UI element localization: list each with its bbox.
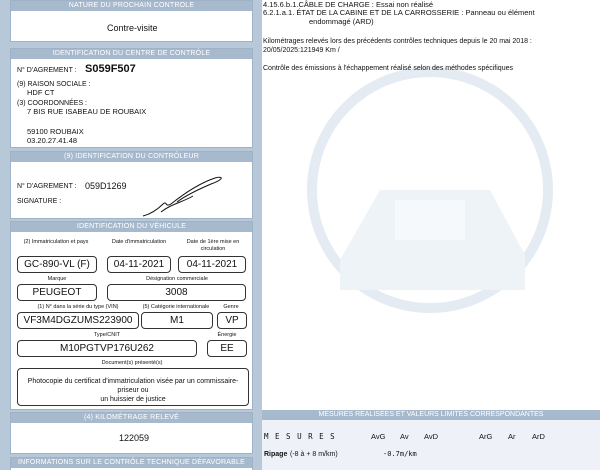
centre-phone: 03.20.27.41.48 <box>27 136 78 145</box>
immat-label: (2) Immatriculation et pays <box>23 239 89 245</box>
km-history-line-2: 20/05/2025:121949 Km / <box>263 47 340 54</box>
marque-value-box: PEUGEOT <box>17 284 97 301</box>
col-av: Av <box>400 432 409 441</box>
centre-address1: 7 BIS RUE ISABEAU DE ROUBAIX <box>27 107 147 116</box>
centre-coord-label: (3) COORDONNÉES : <box>17 100 88 107</box>
defect-line-3: endommagé (ARD) <box>309 17 374 26</box>
centre-agrement-label: N° D'AGREMENT : <box>17 67 77 74</box>
infos-title: INFORMATIONS SUR LE CONTRÔLE TECHNIQUE DÉFAVORABLE <box>11 458 252 468</box>
ripage-value: -0.7m/km <box>383 450 417 458</box>
date-immat-value-box: 04-11-2021 <box>107 256 171 273</box>
documents-value-line2: un huissier de justice <box>100 396 166 403</box>
type-label: Type/CNIT <box>93 332 121 338</box>
controleur-agrement-label: N° D'AGREMENT : <box>17 183 77 190</box>
designation-label: Désignation commerciale <box>146 276 208 282</box>
energie-value-box: EE <box>207 340 247 357</box>
genre-label: Genre <box>223 304 239 310</box>
mesures-background <box>262 420 600 470</box>
centre-panel <box>10 48 253 148</box>
vehicule-title: IDENTIFICATION DU VÉHICULE <box>11 222 252 232</box>
designation-value-box: 3008 <box>107 284 246 301</box>
col-ar: Ar <box>508 432 516 441</box>
documents-value-line1: Photocopie du certificat d'immatriculation visée par un commissaire-priseur ou <box>27 378 239 394</box>
watermark-logo <box>300 40 560 370</box>
next-control-title: NATURE DU PROCHAIN CONTROLE <box>11 1 252 11</box>
centre-address2: 59100 ROUBAIX <box>27 127 84 136</box>
categorie-label: (5) Catégorie internationale <box>142 304 210 310</box>
vin-label: (1) N° dans la série du type (VIN) <box>37 304 119 310</box>
kilometrage-title: (4) KILOMÉTRAGE RELEVÉ <box>11 413 252 423</box>
energie-label: Énergie <box>217 332 237 338</box>
ripage-label: Ripage <box>264 451 288 458</box>
controleur-panel <box>10 151 253 219</box>
centre-raison-label: (9) RAISON SOCIALE : <box>17 81 91 88</box>
kilometrage-panel <box>10 412 253 454</box>
col-ard: ArD <box>532 432 545 441</box>
signature-drawing <box>141 174 231 220</box>
infos-panel <box>10 457 253 470</box>
col-arg: ArG <box>479 432 493 441</box>
documents-label: Document(s) présenté(s) <box>101 360 163 366</box>
genre-value-box: VP <box>217 312 247 329</box>
documents-value-box <box>17 368 249 406</box>
emissions-text: Contrôle des émissions à l'échappement réalisé selon des méthodes spécifiques <box>263 65 513 72</box>
centre-raison-value: HDF CT <box>27 88 55 97</box>
vin-value-box: VF3M4DGZUMS223900 <box>17 312 139 329</box>
date-immat-label: Date d'immatriculation <box>111 239 167 245</box>
col-avd: AvD <box>424 432 439 441</box>
km-history-line-1: Kilométrages relevés lors des précédents contrôles techniques depuis le 20 mai 2018 : <box>263 38 532 45</box>
controleur-title: (9) IDENTIFICATION DU CONTRÔLEUR <box>11 152 252 162</box>
vehicule-panel <box>10 221 253 410</box>
kilometrage-value: 122059 <box>119 433 150 443</box>
defect-line-2: 6.2.1.a.1. ÉTAT DE LA CABINE ET DE LA CARROSSERIE : Panneau ou élément <box>263 8 535 17</box>
col-avg: AvG <box>371 432 386 441</box>
mesures-title: MESURES RÉALISÉES ET VALEURS LIMITES CORRESPONDANTES <box>262 410 600 420</box>
date-first-label: Date de 1ère mise en circulation <box>186 239 240 252</box>
centre-agrement-value: S059F507 <box>85 63 136 75</box>
type-value-box: M10PGTVP176U262 <box>17 340 197 357</box>
marque-label: Marque <box>47 276 67 282</box>
defect-line-1: 4.15.6.b.1.CÂBLE DE CHARGE : Essai non réalisé <box>263 0 434 9</box>
controleur-signature-label: SIGNATURE : <box>17 198 62 205</box>
next-control-value: Contre-visite <box>107 23 158 33</box>
ripage-range: (-8 à + 8 m/km) <box>290 451 338 458</box>
next-control-panel <box>10 0 253 42</box>
mesures-header: M E S U R E S <box>264 432 336 441</box>
immat-value-box: GC-890-VL (F) <box>17 256 97 273</box>
categorie-value-box: M1 <box>141 312 213 329</box>
controleur-agrement-value: 059D1269 <box>85 181 127 191</box>
date-first-value-box: 04-11-2021 <box>178 256 246 273</box>
centre-title: IDENTIFICATION DU CENTRE DE CONTRÔLE <box>11 49 252 59</box>
